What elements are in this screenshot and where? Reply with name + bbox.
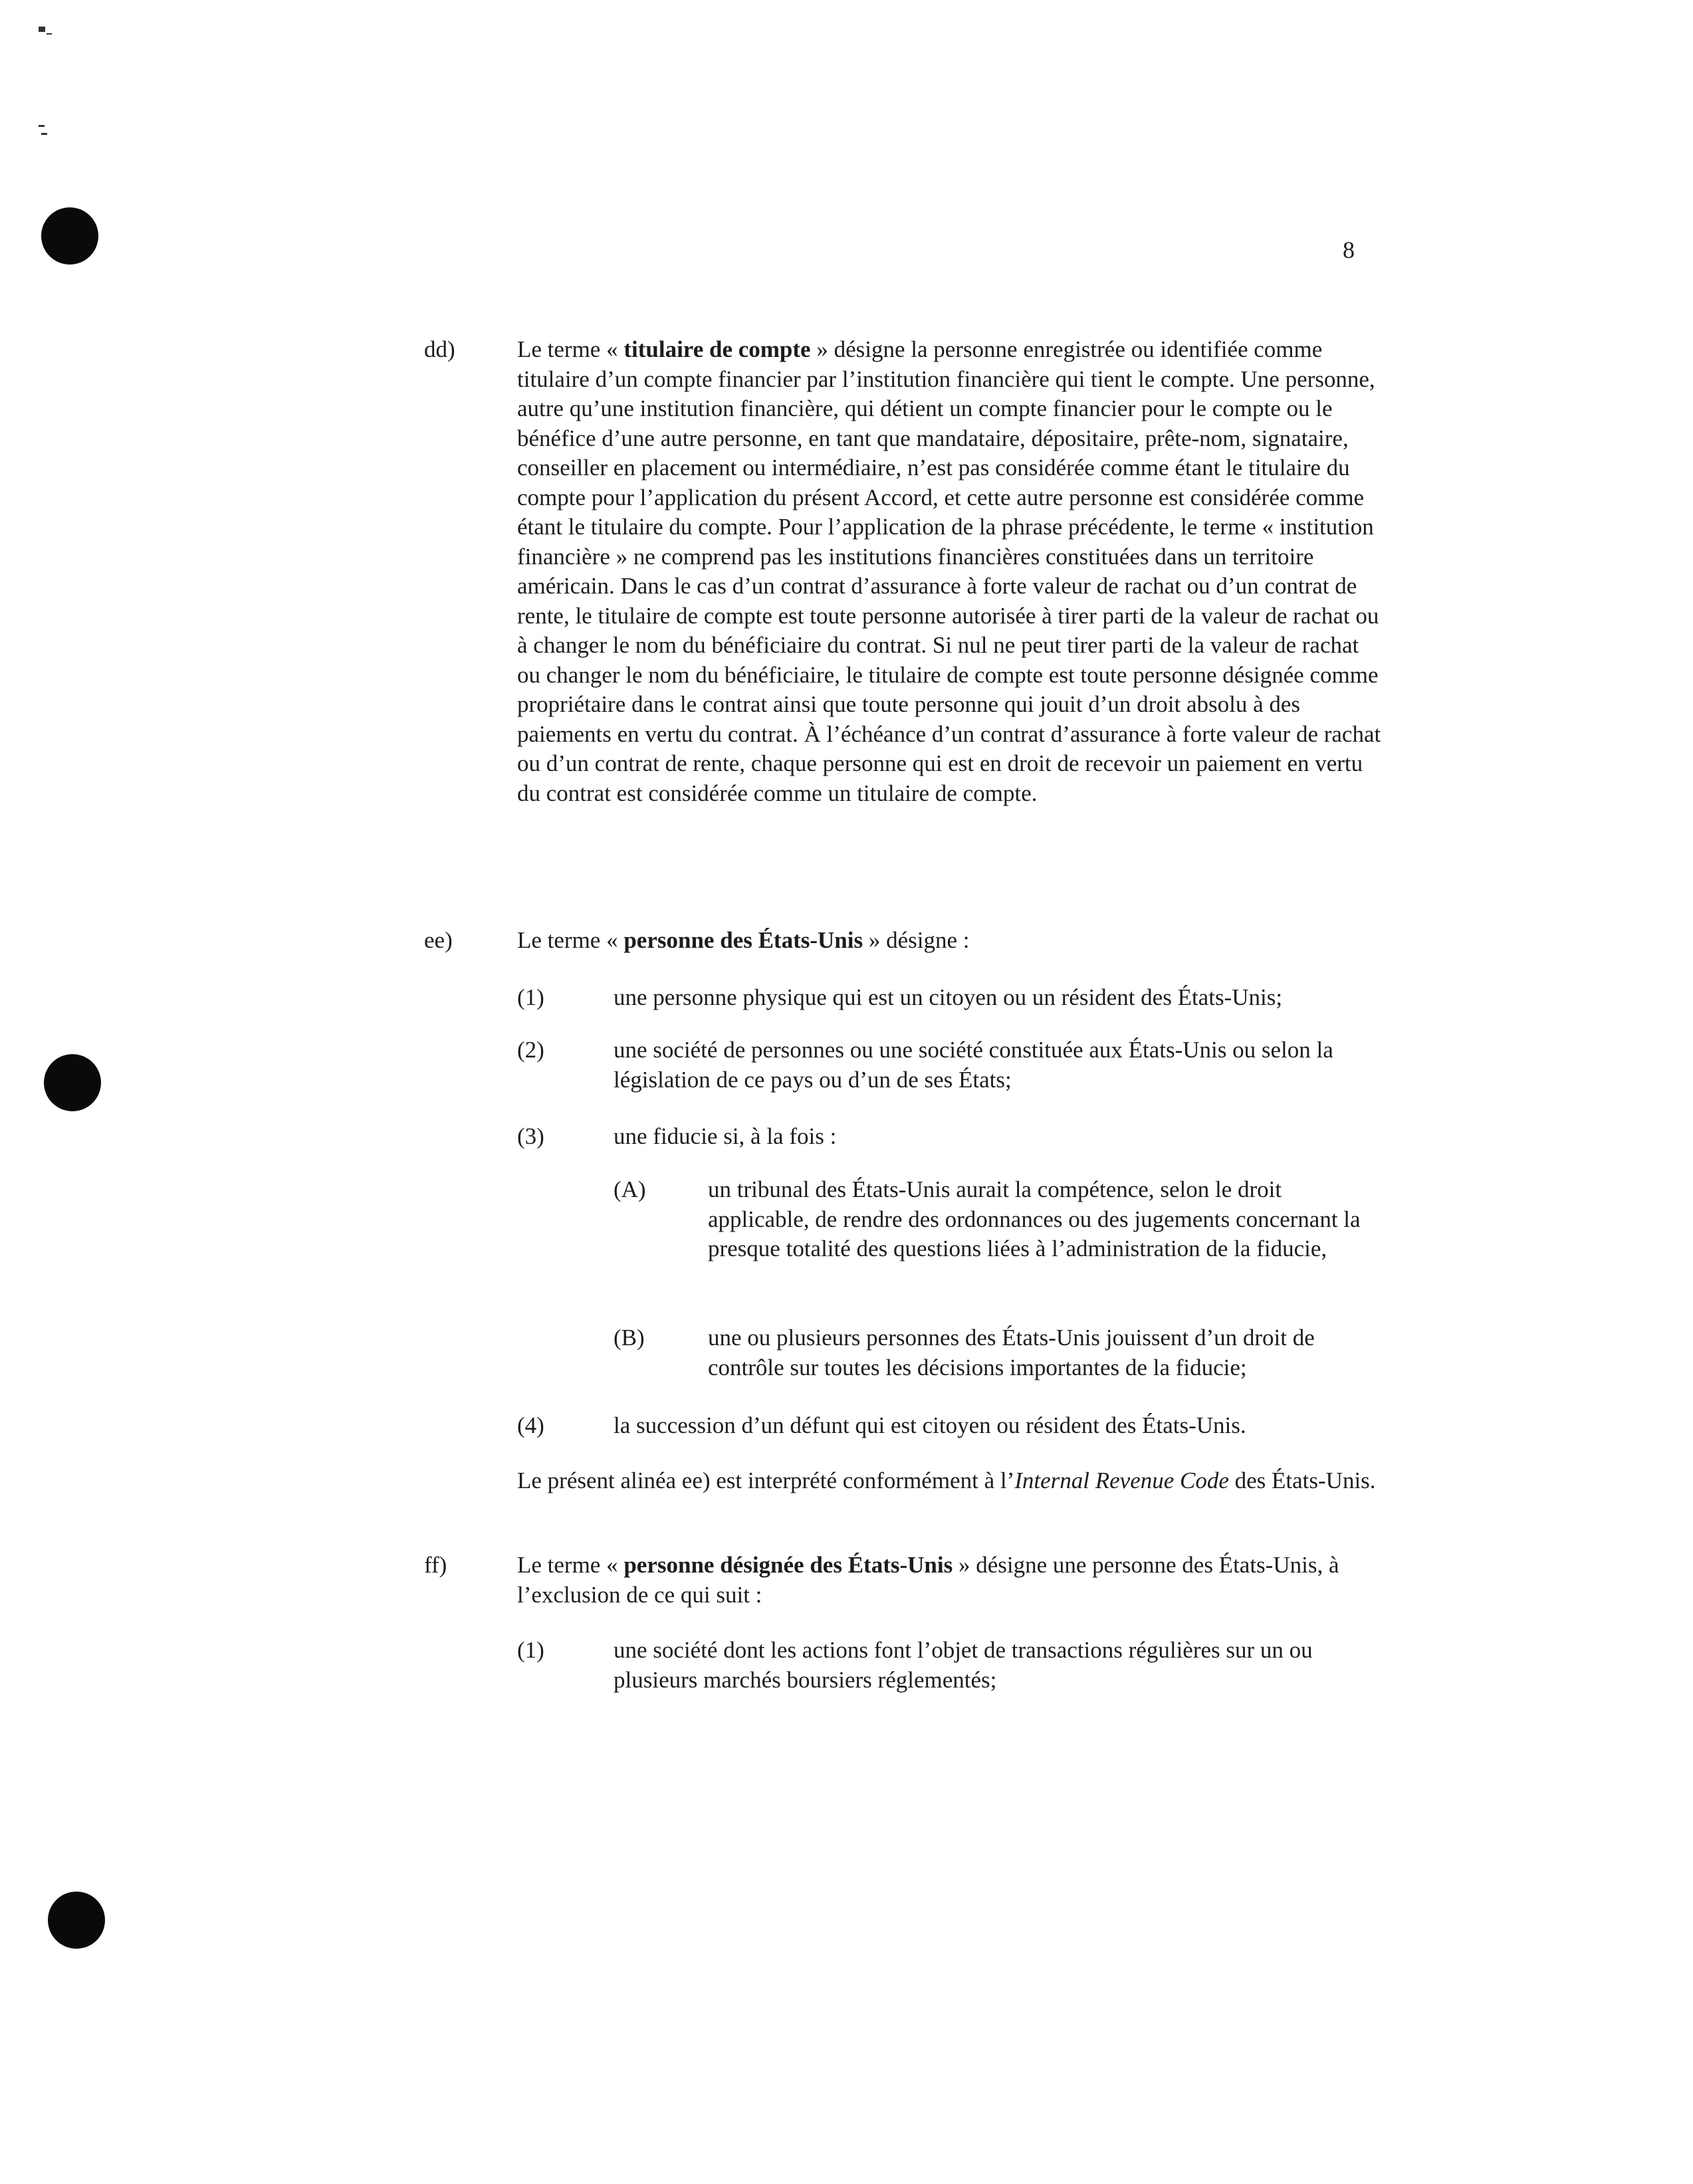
- list-item-text: une personne physique qui est un citoyen ou un résident des États-Unis;: [614, 984, 1283, 1010]
- sublist-item-text: un tribunal des États-Unis aurait la compétence, selon le droit applicable, de rendre des ordonnances ou des jugements concernant la presque totalité des questions liées à l’administration de la fiducie,: [708, 1176, 1361, 1261]
- sublist-item-label: (B): [614, 1325, 645, 1351]
- definition-label-ee: ee): [424, 927, 453, 953]
- closing-post: des États-Unis.: [1228, 1468, 1376, 1493]
- list-item-text: une société de personnes ou une société constituée aux États-Unis ou selon la législation de ce pays ou d’un de ses États;: [614, 1037, 1333, 1093]
- defined-term-personne-designee: personne désignée des États-Unis: [623, 1552, 953, 1578]
- list-item-label: (3): [517, 1123, 544, 1149]
- definition-dd-text: [517, 335, 1381, 808]
- defined-term-titulaire-de-compte: titulaire de compte: [623, 336, 811, 362]
- punch-hole: [41, 207, 98, 265]
- definition-ee-post: » désigne :: [863, 927, 970, 953]
- list-item-text: une fiducie si, à la fois :: [614, 1123, 837, 1149]
- sublist-item-label: (A): [614, 1176, 646, 1202]
- page-number: 8: [1343, 237, 1355, 263]
- list-item-text: la succession d’un défunt qui est citoyen ou résident des États-Unis.: [614, 1412, 1246, 1438]
- definition-ff-pre: Le terme «: [517, 1552, 624, 1578]
- definition-ff-text: [517, 1551, 1341, 1610]
- definition-ee-text: [517, 926, 1381, 956]
- definition-ff-post: » désigne une personne des États-Unis, à l’exclusion de ce qui suit :: [517, 1552, 1339, 1608]
- scan-mark: [39, 27, 45, 32]
- definition-ee-pre: Le terme «: [517, 927, 624, 953]
- closing-pre: Le présent alinéa ee) est interprété conformément à l’: [517, 1468, 1015, 1493]
- list-item-label: (1): [517, 984, 544, 1010]
- punch-hole: [48, 1892, 105, 1949]
- list-item-label: (1): [517, 1637, 544, 1663]
- scan-mark: [47, 33, 52, 35]
- definition-dd-post: » désigne la personne enregistrée ou identifiée comme titulaire d’un compte financier par l’institution financière qui tient le compte. Une personne, autre qu’une institution financière, qui détient un compte financier pour le compte ou le bénéfice d’une autre personne, en tant que mandataire, dépositaire, prête-nom, signataire, conseiller en placement ou intermédiaire, n’est pas considérée comme étant le titulaire du compte pour l’application du présent Accord, et cette autre personne est considérée comme étant le titulaire du compte. Pour l’application de la phrase précédente, le terme « institution financière » ne comprend pas les institutions financières constituées dans un territoire américain. Dans le cas d’un contrat d’assurance à forte valeur de rachat ou d’un contrat de rente, le titulaire de compte est toute personne autorisée à tirer parti de la valeur de rachat ou à changer le nom du bénéficiaire du contrat. Si nul ne peut tirer parti de la valeur de rachat ou changer le nom du bénéficiaire, le titulaire de compte est toute personne désignée comme propriétaire dans le contrat ainsi que toute personne qui jouit d’un droit absolu à des paiements en vertu du contrat. À l’échéance d’un contrat d’assurance à forte valeur de rachat ou d’un contrat de rente, chaque personne qui est en droit de recevoir un paiement en vertu du contrat est considérée comme un titulaire de compte.: [517, 336, 1381, 806]
- scan-mark: [41, 133, 47, 135]
- closing-italic: Internal Revenue Code: [1014, 1468, 1229, 1493]
- defined-term-personne-des-etats-unis: personne des États-Unis: [623, 927, 863, 953]
- punch-hole: [44, 1054, 101, 1111]
- definition-ee-closing: [517, 1466, 1381, 1496]
- sublist-item-text: une ou plusieurs personnes des États-Unis jouissent d’un droit de contrôle sur toutes les décisions importantes de la fiducie;: [708, 1325, 1315, 1380]
- definition-label-ff: ff): [424, 1552, 447, 1578]
- scan-mark: [39, 125, 45, 127]
- list-item-label: (2): [517, 1037, 544, 1063]
- definition-label-dd: dd): [424, 336, 455, 362]
- list-item-text: une société dont les actions font l’objet de transactions régulières sur un ou plusieurs marchés boursiers réglementés;: [614, 1637, 1313, 1693]
- list-item-label: (4): [517, 1412, 544, 1438]
- definition-dd-pre: Le terme «: [517, 336, 624, 362]
